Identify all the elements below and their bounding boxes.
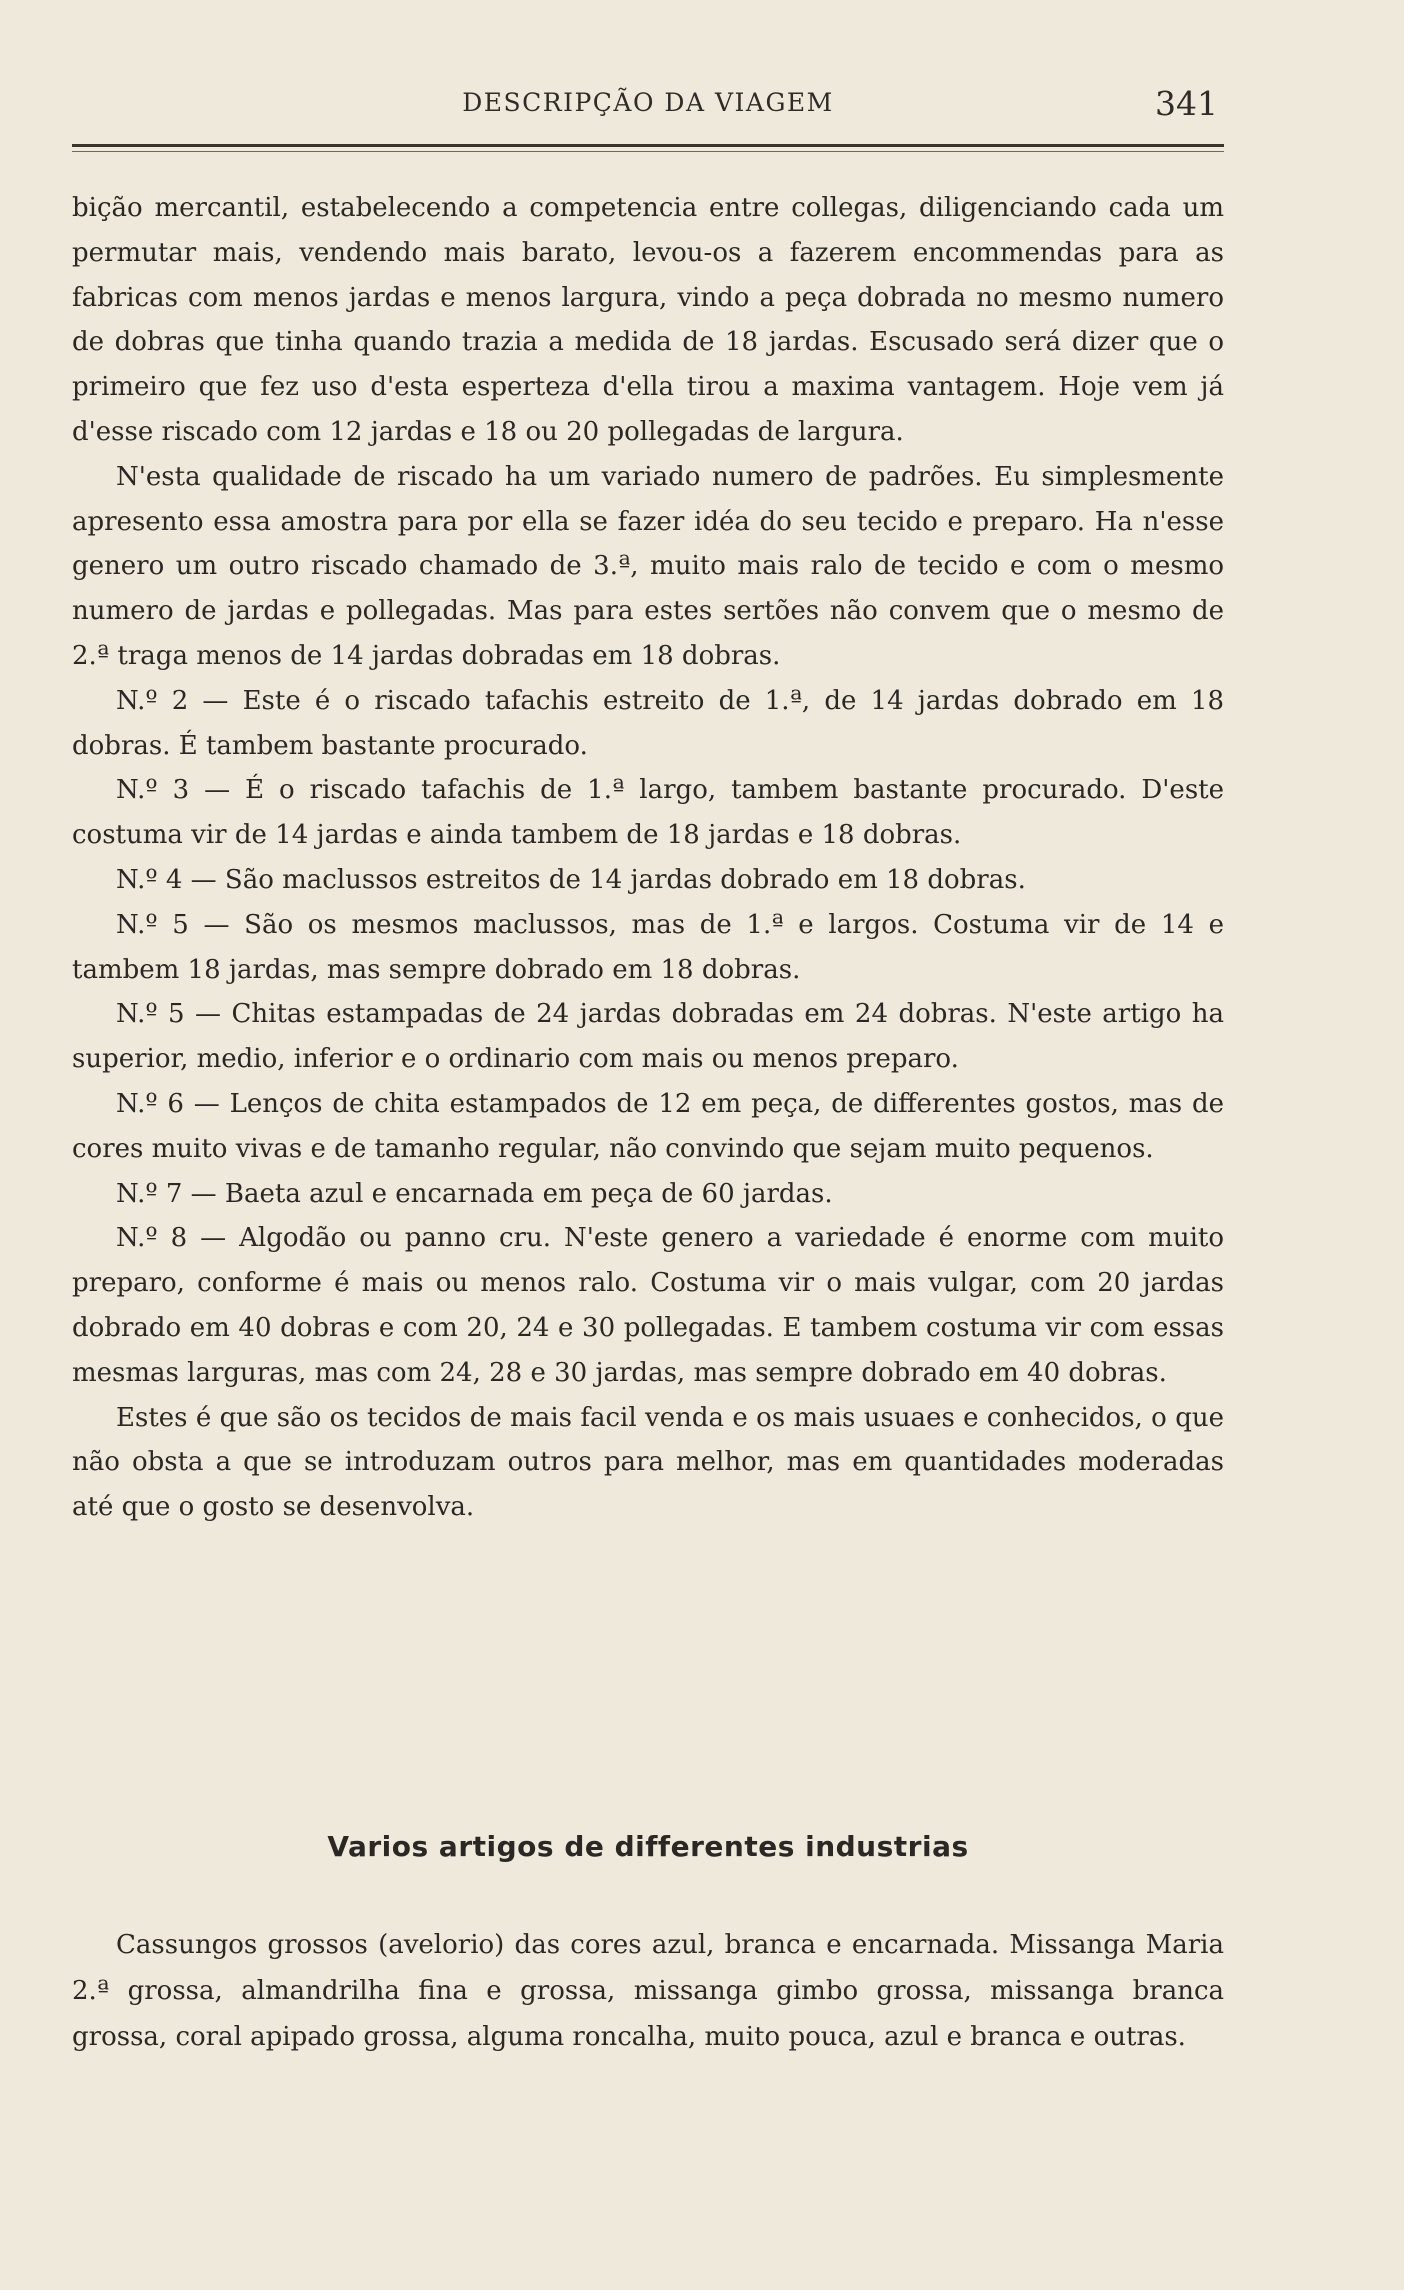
paragraph: N.º 5 — São os mesmos maclussos, mas de 1.ª e largos. Costuma vir de 14 e tambem 18 jardas, mas sempre dobrado em 18 dobras. xyxy=(72,909,1224,985)
paragraph: N.º 2 — Este é o riscado tafachis estreito de 1.ª, de 14 jardas dobrado em 18 dobras. É tambem bastante procurado. xyxy=(72,685,1224,761)
paragraph: Cassungos grossos (avelorio) das cores azul, branca e encarnada. Missanga Maria 2.ª grossa, almandrilha fina e grossa, missanga gimbo grossa, missanga branca grossa, coral apipado grossa, alguma roncalha, muito pouca, azul e branca e outras. xyxy=(72,1930,1224,2052)
section-heading: Varios artigos de differentes industrias xyxy=(327,1830,969,1863)
header-rule-thin xyxy=(72,151,1224,152)
running-title: DESCRIPÇÃO DA VIAGEM xyxy=(462,88,834,117)
paragraph: N.º 6 — Lenços de chita estampados de 12 em peça, de differentes gostos, mas de cores muito vivas e de tamanho regular, não convindo que sejam muito pequenos. xyxy=(72,1088,1224,1164)
paragraph: N.º 5 — Chitas estampadas de 24 jardas dobradas em 24 dobras. N'este artigo ha superior, medio, inferior e o ordinario com mais ou menos preparo. xyxy=(72,999,1224,1075)
paragraph: bição mercantil, estabelecendo a competencia entre collegas, diligenciando cada um permutar mais, vendendo mais barato, levou-os a fazerem encommendas para as fabricas com menos jardas e menos largura, vindo a peça dobrada no mesmo numero de dobras que tinha quando trazia a medida de 18 jardas. Escusado será dizer que o primeiro que fez uso d'esta esperteza d'ella tirou a maxima vantagem. Hoje vem já d'esse riscado com 12 jardas e 18 ou 20 pollegadas de largura. xyxy=(72,193,1224,447)
paragraph: N.º 4 — São maclussos estreitos de 14 jardas dobrado em 18 dobras. xyxy=(116,864,1026,895)
page-header xyxy=(72,84,1224,132)
page-number: 341 xyxy=(1155,84,1218,123)
paragraph: N'esta qualidade de riscado ha um variado numero de padrões. Eu simplesmente apresento essa amostra para por ella se fazer idéa do seu tecido e preparo. Ha n'esse genero um outro riscado chamado de 3.ª, muito mais ralo de tecido e com o mesmo numero de jardas e pollegadas. Mas para estes sertões não convem que o mesmo de 2.ª traga menos de 14 jardas dobradas em 18 dobras. xyxy=(72,461,1224,671)
header-rule xyxy=(72,144,1224,147)
main-text xyxy=(72,186,1224,1530)
paragraph: N.º 8 — Algodão ou panno cru. N'este genero a variedade é enorme com muito preparo, conforme é mais ou menos ralo. Costuma vir o mais vulgar, com 20 jardas dobrado em 40 dobras e com 20, 24 e 30 pollegadas. E tambem costuma vir com essas mesmas larguras, mas com 24, 28 e 30 jardas, mas sempre dobrado em 40 dobras. xyxy=(72,1223,1224,1388)
paragraph: N.º 3 — É o riscado tafachis de 1.ª largo, tambem bastante procurado. D'este costuma vir de 14 jardas e ainda tambem de 18 jardas e 18 dobras. xyxy=(72,775,1224,851)
paragraph: Estes é que são os tecidos de mais facil venda e os mais usuaes e conhecidos, o que não obsta a que se introduzam outros para melhor, mas em quantidades moderadas até que o gosto se desenvolva. xyxy=(72,1402,1224,1523)
paragraph: N.º 7 — Baeta azul e encarnada em peça de 60 jardas. xyxy=(116,1178,833,1209)
section-text xyxy=(72,1922,1224,2060)
